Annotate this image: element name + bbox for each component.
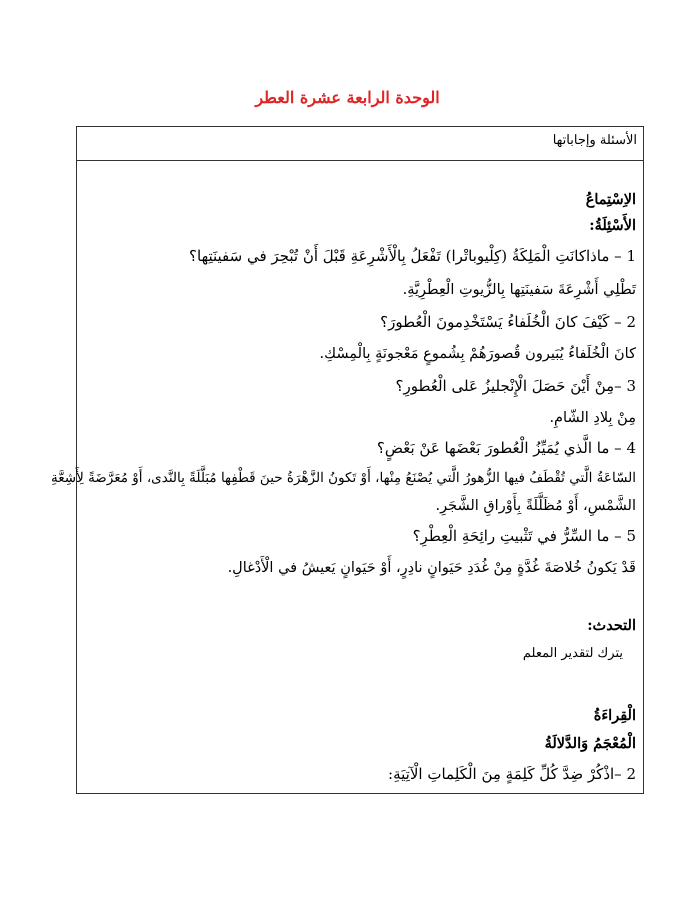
answer-4-line-1: السّاعَةُ الَّتي تُقْطَفُ فيها الزُّهورُ الَّتي يُصْنَعُ مِنْها، أَوْ تَكونُ الزَّهْرَةُ حينَ قَطْفِها مُبَلَّلَةً بِالنَّدى، أَوْ مُعَرَّضَةً لِأَشِعَّةِ: [51, 470, 636, 486]
answer-4-line-2: الشَّمْسِ، أَوْ مُظَلَّلَةً بِأَوْراقِ الشَّجَرِ.: [435, 498, 636, 514]
question-4: 4 – ما الَّذي يُمَيِّزُ الْعُطورَ بَعْضَها عَنْ بَعْضٍ؟: [376, 439, 636, 457]
reading-subheading: الْمُعْجَمُ وَالدَّلالَةُ: [544, 735, 636, 752]
answer-2: كانَ الْخُلَفاءُ يُبَيرون قُصورَهُمْ بِشُموعٍ مَعْجونَةٍ بِالْمِسْكِ.: [319, 346, 636, 362]
questions-heading: الأَسْئِلَةُ:: [589, 217, 636, 234]
content-table: [51, 126, 644, 794]
listening-heading: الاِسْتِماعُ: [585, 191, 636, 208]
answer-3: مِنْ بِلادِ الشّامِ.: [549, 410, 636, 426]
question-3: 3 –مِنْ أَيْنَ حَصَلَ الْإِنْجليزُ عَلى الْعُطورِ؟: [395, 377, 636, 395]
table-header: الأسئلة وإجاباتها: [77, 127, 643, 161]
unit-title: الوحدة الرابعة عشرة العطر: [255, 88, 440, 107]
question-5: 5 – ما السِّرُّ في تَثْبيتِ رائِحَةِ الْعِطْرِ؟: [412, 527, 636, 545]
answer-5: قَدْ يَكونُ خُلاصَةَ غُدَّةٍ مِنْ غُدَدِ حَيَوانٍ نادِرٍ، أَوْ حَيَوانٍ يَعيشُ في الْأَدْغالِ.: [227, 560, 636, 576]
speaking-note: يترك لتقدير المعلم: [522, 646, 623, 661]
question-1: 1 – ماذاكانَتِ الْمَلِكَةُ (كِلْيوباتْرا) تَفْعَلُ بِالْأَشْرِعَةِ قَبْلَ أَنْ تُبْحِرَ في سَفينَتِها؟: [189, 247, 636, 265]
question-2: 2 – كَيْفَ كانَ الْخُلَفاءُ يَسْتَخْدِمونَ الْعُطورَ؟: [380, 313, 636, 331]
answer-1: تَطْلِي أَشْرِعَةَ سَفينَتِها بِالزُّيوتِ الْعِطْرِيَّةِ.: [402, 282, 636, 298]
reading-item-2: 2 –اذْكُرْ ضِدَّ كُلِّ كَلِمَةٍ مِنَ الْكَلِماتِ الْآتِيَةِ:: [388, 765, 636, 783]
reading-heading: الْقِراءَةُ: [593, 707, 636, 724]
speaking-heading: التحدث:: [587, 617, 636, 634]
